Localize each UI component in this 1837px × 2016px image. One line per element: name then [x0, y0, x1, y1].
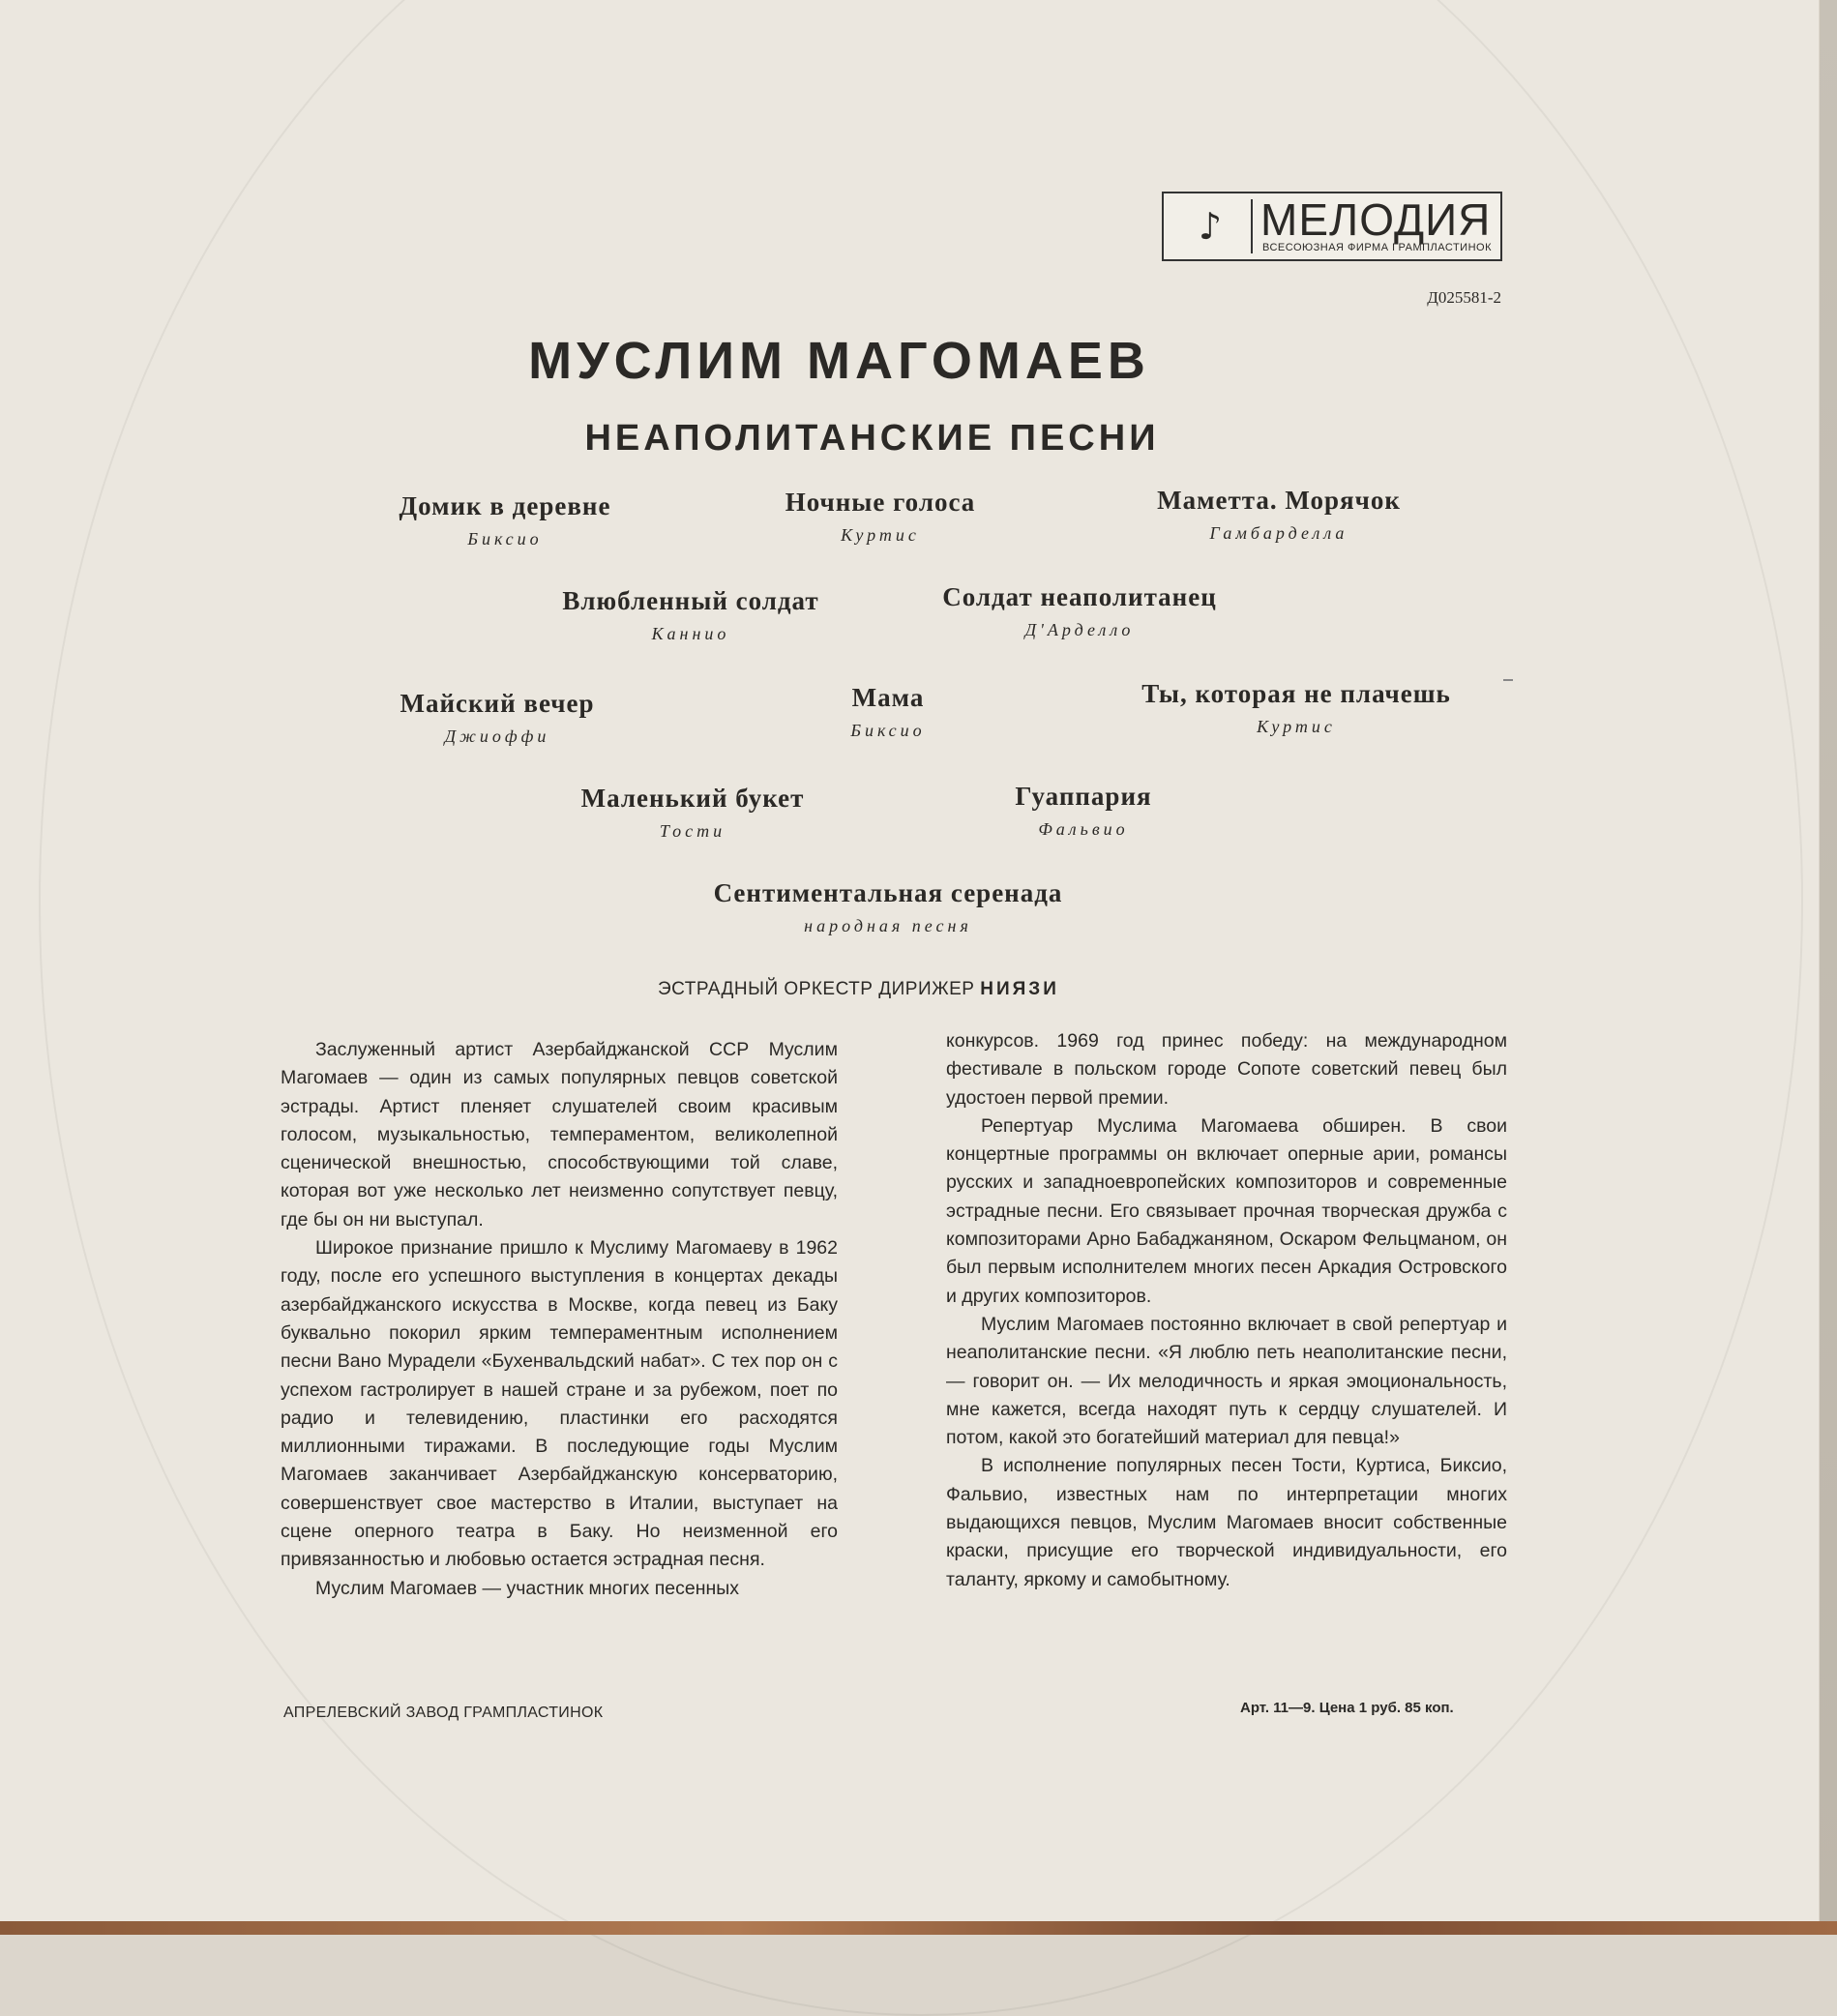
- track-item: [1157, 486, 1401, 544]
- track-item: [1141, 679, 1451, 737]
- melodiya-logo: [1162, 192, 1502, 261]
- track-title: Влюбленный солдат: [562, 586, 819, 615]
- logo-name: МЕЛОДИЯ: [1260, 194, 1492, 245]
- notes-paragraph: Муслим Магомаев постоянно включает в свой репертуар и неаполитанские песни. «Я люблю петь неаполитанские песни, — говорит он. — Их мелодичность и яркая эмоциональность, мне кажется, всегда находят путь к сердцу слушателей. И потом, какой это богатейший материал для певца!»: [946, 1313, 1507, 1449]
- track-composer: Куртис: [841, 525, 920, 545]
- track-title: Гуаппария: [1015, 782, 1152, 811]
- track-composer: Джиоффи: [444, 726, 550, 746]
- track-composer: Гамбарделла: [1209, 523, 1348, 543]
- notes-paragraph: Репертуар Муслима Магомаева обширен. В свои концертные программы он включает оперные арии, романсы русских и западноевропейских композиторов и современные эстрадные песни. Его связывает прочная творческая дружба с композиторами Арно Бабаджаняном, Оскаром Фельцманом, он был первым исполнителем многих песен Аркадия Островского и других композиторов.: [946, 1114, 1507, 1307]
- track-composer: Каннио: [651, 624, 730, 643]
- track-title: Сентиментальная серенада: [713, 878, 1063, 907]
- track-item: [942, 582, 1217, 640]
- logo-subtitle: ВСЕСОЮЗНАЯ ФИРМА ГРАМПЛАСТИНОК: [1262, 242, 1492, 253]
- track-item: [581, 784, 805, 842]
- catalog-number: Д025581-2: [1427, 288, 1501, 307]
- track-title: Майский вечер: [400, 689, 595, 718]
- artist-title: МУСЛИМ МАГОМАЕВ: [528, 332, 1150, 390]
- orchestra-text: ЭСТРАДНЫЙ ОРКЕСТР ДИРИЖЕР: [658, 979, 975, 999]
- track-composer: народная песня: [804, 916, 972, 935]
- price-line: Арт. 11—9. Цена 1 руб. 85 коп.: [1240, 1700, 1454, 1716]
- conductor-name: НИЯЗИ: [980, 979, 1059, 999]
- album-title: НЕАПОЛИТАНСКИЕ ПЕСНИ: [584, 418, 1160, 459]
- liner-notes-left: [281, 1036, 838, 1603]
- notes-paragraph: В исполнение популярных песен Тости, Куртиса, Биксио, Фальвио, известных нам по интерпретации многих выдающихся певцов, Муслим Магомаев вносит собственные краски, присущие его творческой индивидуальности, его таланту, яркому и самобытному.: [946, 1455, 1507, 1590]
- track-item: [850, 683, 925, 741]
- notes-paragraph: Муслим Магомаев — участник многих песенных: [315, 1577, 740, 1599]
- track-composer: Биксио: [850, 721, 926, 740]
- notes-paragraph: Широкое признание пришло к Муслиму Магомаеву в 1962 году, после его успешного выступления в концертах декады азербайджанского искусства в Москве, когда певец из Баку буквально покорил ярким темпераментным исполнением песни Вано Мурадели «Бухенвальдский набат». С тех пор он с успехом гастролирует в нашей стране и за рубежом, поет по радио и телевидению, пластинки его расходятся миллионными тиражами. В последующие годы Муслим Магомаев заканчивает Азербайджанскую консерваторию, совершенствует свое мастерство в Италии, выступает на сцене оперного театра в Баку. Но неизменной его привязанностью и любовью остается эстрадная песня.: [281, 1237, 838, 1571]
- track-item: [1015, 782, 1151, 840]
- track-item: [400, 689, 594, 747]
- sleeve-edge-right: [1820, 0, 1837, 1935]
- track-composer: Фальвио: [1038, 819, 1129, 839]
- factory-name: АПРЕЛЕВСКИЙ ЗАВОД ГРАМПЛАСТИНОК: [283, 1705, 604, 1721]
- track-item: [714, 878, 1063, 936]
- liner-notes-right: [946, 1027, 1507, 1594]
- print-mark: [1503, 679, 1513, 681]
- track-title: Мама: [851, 683, 925, 712]
- notes-paragraph: Заслуженный артист Азербайджанской ССР Муслим Магомаев — один из самых популярных певцов советской эстрады. Артист пленяет слушателей своим красивым голосом, музыкальностью, темпераментом, великолепной сценической внешностью, способствующими той славе, которая вот уже несколько лет неизменно сопутствует певцу, где бы он ни выступал.: [281, 1039, 838, 1230]
- track-composer: Куртис: [1257, 717, 1336, 736]
- track-title: Маметта. Морячок: [1157, 486, 1401, 515]
- notes-paragraph: конкурсов. 1969 год принес победу: на международном фестивале в польском городе Сопоте советский певец был удостоен первой премии.: [946, 1030, 1507, 1109]
- track-title: Ты, которая не плачешь: [1141, 679, 1451, 708]
- track-title: Маленький букет: [580, 784, 805, 813]
- track-composer: Биксио: [467, 529, 543, 548]
- track-item: [400, 491, 611, 549]
- track-title: Ночные голоса: [785, 488, 976, 517]
- orchestra-credit: [658, 979, 1059, 1000]
- sleeve-edge-bottom: [0, 1921, 1837, 1935]
- melodiya-mark-icon: ♪: [1170, 199, 1253, 253]
- track-title: Солдат неаполитанец: [942, 582, 1217, 611]
- track-item: [785, 488, 976, 546]
- track-composer: Д'Арделло: [1024, 620, 1135, 639]
- track-item: [562, 586, 818, 644]
- track-title: Домик в деревне: [399, 491, 611, 520]
- track-composer: Тости: [659, 821, 726, 841]
